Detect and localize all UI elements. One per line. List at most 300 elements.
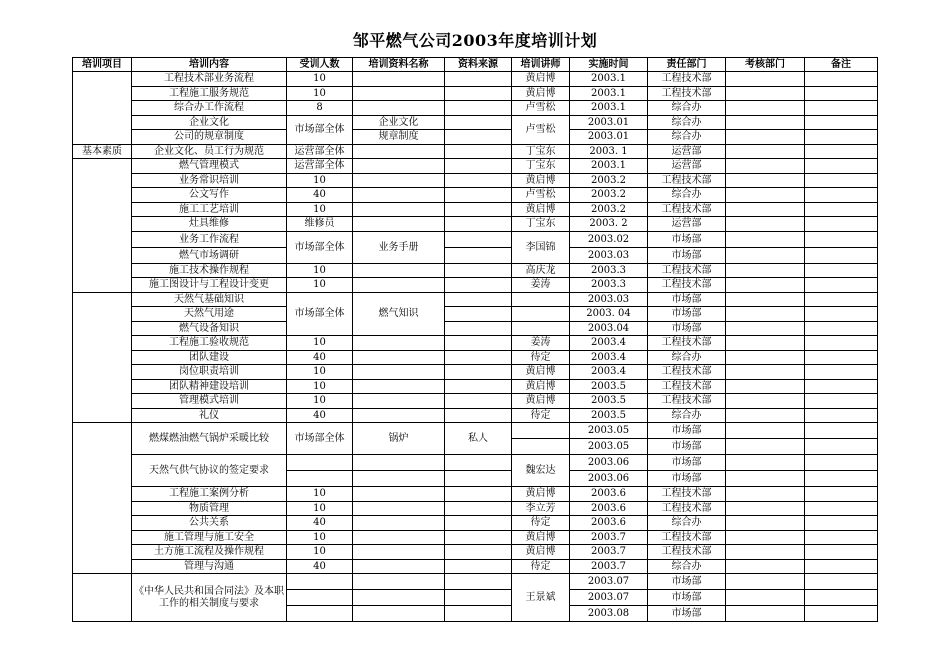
time-cell: 2003.5	[570, 408, 648, 423]
header-time: 实施时间	[570, 58, 648, 72]
remark-cell	[805, 173, 878, 188]
count-cell: 10	[287, 278, 353, 293]
time-cell: 2003.5	[570, 394, 648, 409]
time-cell: 2003.4	[570, 365, 648, 380]
dept-cell: 工程技术部	[648, 86, 726, 101]
assess-cell	[726, 263, 805, 278]
dept-cell: 市场部	[648, 574, 726, 590]
content-cell: 公共关系	[132, 516, 287, 531]
dept-cell: 市场部	[648, 471, 726, 487]
table-row	[73, 231, 878, 247]
table-row	[73, 86, 878, 101]
remark-cell	[805, 423, 878, 439]
remark-cell	[805, 394, 878, 409]
assess-cell	[726, 321, 805, 336]
material-cell	[353, 516, 445, 531]
table-row	[73, 202, 878, 217]
project-cell	[73, 159, 132, 293]
header-project: 培训项目	[73, 58, 132, 72]
count-cell: 维修员	[287, 217, 353, 232]
source-cell	[445, 115, 512, 130]
assess-cell	[726, 307, 805, 322]
teacher-cell: 待定	[512, 350, 570, 365]
dept-cell: 工程技术部	[648, 263, 726, 278]
table-row	[73, 350, 878, 365]
time-cell: 2003.02	[570, 231, 648, 247]
teacher-cell	[512, 307, 570, 322]
remark-cell	[805, 217, 878, 232]
assess-cell	[726, 202, 805, 217]
dept-cell: 工程技术部	[648, 202, 726, 217]
material-cell	[353, 394, 445, 409]
time-cell: 2003.08	[570, 606, 648, 622]
material-cell: 燃气知识	[353, 292, 445, 336]
teacher-cell: 魏宏达	[512, 455, 570, 487]
source-cell	[445, 559, 512, 574]
assess-cell	[726, 188, 805, 203]
count-cell: 10	[287, 487, 353, 502]
source-cell	[445, 188, 512, 203]
header-source: 资料来源	[445, 58, 512, 72]
assess-cell	[726, 159, 805, 174]
material-cell	[353, 278, 445, 293]
dept-cell: 综合办	[648, 516, 726, 531]
material-cell	[353, 336, 445, 351]
material-cell	[353, 559, 445, 574]
count-cell: 10	[287, 365, 353, 380]
source-cell	[445, 247, 512, 263]
remark-cell	[805, 471, 878, 487]
dept-cell: 运营部	[648, 144, 726, 159]
assess-cell	[726, 471, 805, 487]
remark-cell	[805, 231, 878, 247]
remark-cell	[805, 336, 878, 351]
material-cell	[353, 72, 445, 87]
source-cell	[445, 350, 512, 365]
time-cell: 2003.07	[570, 590, 648, 606]
source-cell	[445, 144, 512, 159]
table-row	[73, 247, 878, 263]
source-cell	[445, 86, 512, 101]
table-row	[73, 144, 878, 159]
dept-cell: 市场部	[648, 321, 726, 336]
dept-cell: 市场部	[648, 455, 726, 471]
teacher-cell: 高庆龙	[512, 263, 570, 278]
time-cell: 2003.1	[570, 159, 648, 174]
source-cell	[445, 231, 512, 247]
dept-cell: 工程技术部	[648, 545, 726, 560]
time-cell: 2003.07	[570, 574, 648, 590]
time-cell: 2003.06	[570, 471, 648, 487]
count-cell: 市场部全体	[287, 423, 353, 455]
dept-cell: 工程技术部	[648, 336, 726, 351]
count-cell: 市场部全体	[287, 231, 353, 263]
source-cell	[445, 574, 512, 590]
content-cell: 天然气基础知识	[132, 292, 287, 307]
dept-cell: 工程技术部	[648, 379, 726, 394]
teacher-cell: 黄启博	[512, 72, 570, 87]
assess-cell	[726, 173, 805, 188]
time-cell: 2003.5	[570, 379, 648, 394]
dept-cell: 综合办	[648, 115, 726, 130]
table-row	[73, 379, 878, 394]
count-cell	[287, 574, 353, 590]
material-cell	[353, 188, 445, 203]
time-cell: 2003. 04	[570, 307, 648, 322]
assess-cell	[726, 394, 805, 409]
count-cell: 10	[287, 86, 353, 101]
material-cell	[353, 606, 445, 622]
dept-cell: 工程技术部	[648, 394, 726, 409]
assess-cell	[726, 487, 805, 502]
source-cell	[445, 278, 512, 293]
dept-cell: 运营部	[648, 217, 726, 232]
teacher-cell: 黄启博	[512, 173, 570, 188]
dept-cell: 市场部	[648, 606, 726, 622]
header-assess: 考核部门	[726, 58, 805, 72]
assess-cell	[726, 545, 805, 560]
time-cell: 2003.2	[570, 202, 648, 217]
source-cell	[445, 292, 512, 307]
source-cell	[445, 471, 512, 487]
material-cell	[353, 408, 445, 423]
content-cell: 企业文化、员工行为规范	[132, 144, 287, 159]
time-cell: 2003.03	[570, 247, 648, 263]
project-cell	[73, 292, 132, 423]
time-cell: 2003.3	[570, 263, 648, 278]
time-cell: 2003.2	[570, 188, 648, 203]
count-cell: 40	[287, 408, 353, 423]
teacher-cell: 李国锦	[512, 231, 570, 263]
project-cell	[73, 423, 132, 574]
dept-cell: 市场部	[648, 292, 726, 307]
remark-cell	[805, 501, 878, 516]
teacher-cell: 黄启博	[512, 487, 570, 502]
source-cell	[445, 606, 512, 622]
teacher-cell: 姜涛	[512, 278, 570, 293]
source-cell	[445, 159, 512, 174]
assess-cell	[726, 231, 805, 247]
count-cell: 10	[287, 394, 353, 409]
teacher-cell: 黄启博	[512, 530, 570, 545]
teacher-cell: 黄启博	[512, 379, 570, 394]
dept-cell: 综合办	[648, 101, 726, 116]
count-cell: 运营部全体	[287, 159, 353, 174]
teacher-cell	[512, 439, 570, 455]
time-cell: 2003.05	[570, 439, 648, 455]
header-teacher: 培训讲师	[512, 58, 570, 72]
dept-cell: 市场部	[648, 307, 726, 322]
table-row	[73, 408, 878, 423]
count-cell	[287, 606, 353, 622]
time-cell: 2003.3	[570, 278, 648, 293]
teacher-cell: 王景斌	[512, 574, 570, 622]
material-cell	[353, 217, 445, 232]
remark-cell	[805, 487, 878, 502]
teacher-cell	[512, 321, 570, 336]
remark-cell	[805, 202, 878, 217]
table-row	[73, 545, 878, 560]
material-cell	[353, 263, 445, 278]
table-row	[73, 115, 878, 130]
count-cell	[287, 455, 353, 471]
content-cell: 企业文化	[132, 115, 287, 130]
count-cell: 40	[287, 516, 353, 531]
table-row	[73, 559, 878, 574]
assess-cell	[726, 379, 805, 394]
content-cell: 燃气市场调研	[132, 247, 287, 263]
material-cell	[353, 365, 445, 380]
content-cell: 管理模式培训	[132, 394, 287, 409]
teacher-cell: 李立芳	[512, 501, 570, 516]
assess-cell	[726, 439, 805, 455]
table-row	[73, 321, 878, 336]
count-cell: 10	[287, 263, 353, 278]
dept-cell: 工程技术部	[648, 530, 726, 545]
count-cell: 8	[287, 101, 353, 116]
content-cell: 燃气设备知识	[132, 321, 287, 336]
time-cell: 2003.04	[570, 321, 648, 336]
dept-cell: 综合办	[648, 130, 726, 145]
content-cell: 管理与沟通	[132, 559, 287, 574]
material-cell: 企业文化	[353, 115, 445, 130]
source-cell	[445, 501, 512, 516]
time-cell: 2003.7	[570, 530, 648, 545]
material-cell	[353, 86, 445, 101]
teacher-cell: 黄启博	[512, 365, 570, 380]
content-cell: 公司的规章制度	[132, 130, 287, 145]
table-row	[73, 188, 878, 203]
time-cell: 2003. 2	[570, 217, 648, 232]
count-cell: 运营部全体	[287, 144, 353, 159]
count-cell	[287, 471, 353, 487]
assess-cell	[726, 247, 805, 263]
material-cell	[353, 159, 445, 174]
table-row	[73, 336, 878, 351]
count-cell: 10	[287, 336, 353, 351]
dept-cell: 综合办	[648, 559, 726, 574]
source-cell	[445, 408, 512, 423]
source-cell	[445, 530, 512, 545]
table-row	[73, 487, 878, 502]
teacher-cell	[512, 423, 570, 439]
teacher-cell: 姜涛	[512, 336, 570, 351]
remark-cell	[805, 278, 878, 293]
source-cell	[445, 72, 512, 87]
content-cell: 施工技术操作规程	[132, 263, 287, 278]
material-cell	[353, 101, 445, 116]
source-cell	[445, 321, 512, 336]
remark-cell	[805, 159, 878, 174]
remark-cell	[805, 455, 878, 471]
remark-cell	[805, 86, 878, 101]
time-cell: 2003.4	[570, 336, 648, 351]
table-row	[73, 307, 878, 322]
material-cell	[353, 202, 445, 217]
source-cell	[445, 336, 512, 351]
count-cell: 10	[287, 202, 353, 217]
source-cell	[445, 101, 512, 116]
content-cell: 岗位职责培训	[132, 365, 287, 380]
project-cell	[73, 72, 132, 145]
assess-cell	[726, 559, 805, 574]
content-cell: 《中华人民共和国合同法》及本职工作的相关制度与要求	[132, 574, 287, 622]
assess-cell	[726, 530, 805, 545]
header-dept: 责任部门	[648, 58, 726, 72]
content-cell: 工程施工验收规范	[132, 336, 287, 351]
content-cell: 天然气用途	[132, 307, 287, 322]
time-cell: 2003.7	[570, 545, 648, 560]
content-cell: 天然气供气协议的签定要求	[132, 455, 287, 487]
content-cell: 综合办工作流程	[132, 101, 287, 116]
assess-cell	[726, 101, 805, 116]
dept-cell: 运营部	[648, 159, 726, 174]
count-cell	[287, 590, 353, 606]
teacher-cell: 黄启博	[512, 202, 570, 217]
remark-cell	[805, 574, 878, 590]
content-cell: 灶具维修	[132, 217, 287, 232]
page-title: 邹平燃气公司2003年度培训计划	[352, 31, 598, 50]
header-remark: 备注	[805, 58, 878, 72]
source-cell	[445, 263, 512, 278]
remark-cell	[805, 115, 878, 130]
material-cell	[353, 545, 445, 560]
material-cell: 锅炉	[353, 423, 445, 455]
time-cell: 2003.1	[570, 101, 648, 116]
dept-cell: 工程技术部	[648, 365, 726, 380]
remark-cell	[805, 606, 878, 622]
time-cell: 2003.06	[570, 455, 648, 471]
source-cell	[445, 365, 512, 380]
content-cell: 公文写作	[132, 188, 287, 203]
table-row	[73, 455, 878, 471]
content-cell: 团队建设	[132, 350, 287, 365]
remark-cell	[805, 101, 878, 116]
teacher-cell: 待定	[512, 559, 570, 574]
count-cell: 40	[287, 350, 353, 365]
assess-cell	[726, 350, 805, 365]
count-cell: 10	[287, 501, 353, 516]
assess-cell	[726, 574, 805, 590]
table-row	[73, 159, 878, 174]
content-cell: 施工工艺培训	[132, 202, 287, 217]
remark-cell	[805, 130, 878, 145]
material-cell	[353, 455, 445, 471]
header-row	[73, 58, 878, 72]
source-cell	[445, 590, 512, 606]
assess-cell	[726, 115, 805, 130]
table-row	[73, 423, 878, 439]
dept-cell: 工程技术部	[648, 278, 726, 293]
count-cell: 10	[287, 173, 353, 188]
remark-cell	[805, 321, 878, 336]
material-cell	[353, 501, 445, 516]
source-cell: 私人	[445, 423, 512, 455]
dept-cell: 工程技术部	[648, 72, 726, 87]
remark-cell	[805, 188, 878, 203]
assess-cell	[726, 336, 805, 351]
dept-cell: 工程技术部	[648, 501, 726, 516]
time-cell: 2003.1	[570, 72, 648, 87]
table-body	[73, 72, 878, 622]
assess-cell	[726, 590, 805, 606]
remark-cell	[805, 439, 878, 455]
time-cell: 2003.01	[570, 130, 648, 145]
table-row	[73, 278, 878, 293]
content-cell: 物质管理	[132, 501, 287, 516]
project-category: 基本素质	[73, 144, 132, 159]
remark-cell	[805, 590, 878, 606]
time-cell: 2003.7	[570, 559, 648, 574]
table-row	[73, 501, 878, 516]
dept-cell: 市场部	[648, 439, 726, 455]
assess-cell	[726, 423, 805, 439]
dept-cell: 工程技术部	[648, 173, 726, 188]
dept-cell: 市场部	[648, 423, 726, 439]
time-cell: 2003.03	[570, 292, 648, 307]
content-cell: 施工图设计与工程设计变更	[132, 278, 287, 293]
assess-cell	[726, 86, 805, 101]
count-cell: 10	[287, 545, 353, 560]
count-cell: 市场部全体	[287, 292, 353, 336]
header-content: 培训内容	[132, 58, 287, 72]
content-cell: 土方施工流程及操作规程	[132, 545, 287, 560]
remark-cell	[805, 516, 878, 531]
table-row	[73, 574, 878, 590]
assess-cell	[726, 292, 805, 307]
table-row	[73, 173, 878, 188]
teacher-cell: 丁宝东	[512, 144, 570, 159]
content-cell: 礼仪	[132, 408, 287, 423]
source-cell	[445, 455, 512, 471]
count-cell: 10	[287, 379, 353, 394]
assess-cell	[726, 408, 805, 423]
table-row	[73, 365, 878, 380]
teacher-cell: 丁宝东	[512, 217, 570, 232]
dept-cell: 综合办	[648, 188, 726, 203]
assess-cell	[726, 130, 805, 145]
table-row	[73, 263, 878, 278]
table-row	[73, 217, 878, 232]
content-cell: 燃煤燃油燃气锅炉采暖比较	[132, 423, 287, 455]
material-cell: 规章制度	[353, 130, 445, 145]
table-row	[73, 530, 878, 545]
material-cell	[353, 350, 445, 365]
teacher-cell: 待定	[512, 516, 570, 531]
content-cell: 业务工作流程	[132, 231, 287, 247]
assess-cell	[726, 72, 805, 87]
source-cell	[445, 516, 512, 531]
source-cell	[445, 130, 512, 145]
teacher-cell: 待定	[512, 408, 570, 423]
assess-cell	[726, 606, 805, 622]
remark-cell	[805, 263, 878, 278]
content-cell: 施工管理与施工安全	[132, 530, 287, 545]
dept-cell: 市场部	[648, 247, 726, 263]
remark-cell	[805, 307, 878, 322]
material-cell	[353, 379, 445, 394]
dept-cell: 市场部	[648, 590, 726, 606]
assess-cell	[726, 455, 805, 471]
source-cell	[445, 487, 512, 502]
time-cell: 2003.6	[570, 501, 648, 516]
teacher-cell: 卢雪松	[512, 101, 570, 116]
assess-cell	[726, 501, 805, 516]
material-cell: 业务手册	[353, 231, 445, 263]
teacher-cell: 黄启博	[512, 86, 570, 101]
content-cell: 工程技术部业务流程	[132, 72, 287, 87]
remark-cell	[805, 247, 878, 263]
